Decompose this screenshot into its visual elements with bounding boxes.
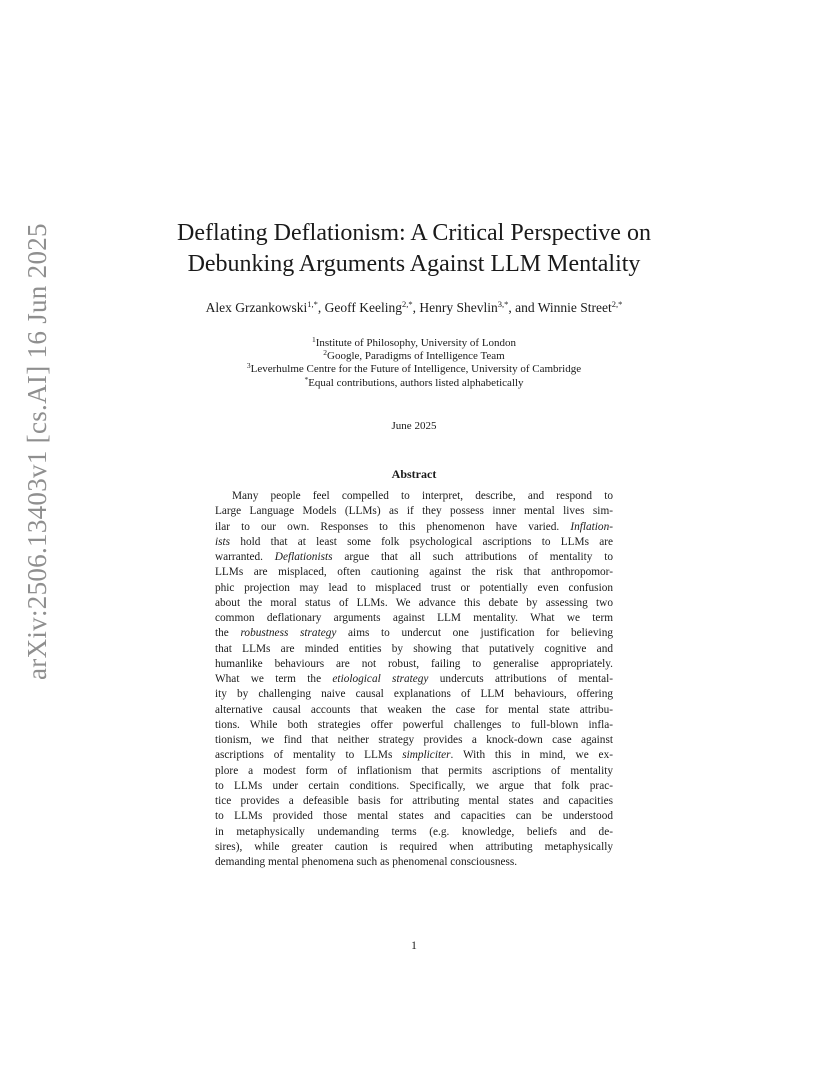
author-name: Alex Grzankowski	[205, 300, 308, 315]
author-affiliation-mark: 1,*	[307, 299, 318, 309]
affiliation-item	[140, 374, 688, 390]
abstract-text: the	[215, 627, 229, 640]
abstract-emphasis: Inflation-	[570, 520, 613, 533]
abstract-line: tice provides a defeasible basis for attributing mental states and capacities	[215, 795, 613, 807]
abstract-emphasis: ists	[215, 535, 231, 548]
abstract-line	[215, 672, 613, 687]
abstract-emphasis: Deflationists	[274, 551, 333, 563]
abstract-text: ascriptions of mentality to LLMs	[215, 749, 393, 762]
author-list	[140, 299, 688, 317]
abstract-line: demanding mental phenomena such as phenomenal consciousness.	[215, 856, 518, 868]
abstract-line: alternative causal accounts that weaken the case for mental state attribu-	[215, 703, 613, 716]
abstract-line: Many people feel compelled to interpret, describe, and respond to	[232, 490, 613, 502]
author-affiliation-mark: 2,*	[401, 299, 413, 309]
affiliation-mark: 3	[246, 361, 251, 371]
author-affiliation-mark: 3,*	[497, 299, 509, 309]
abstract-emphasis: simpliciter	[402, 749, 451, 762]
abstract-text: aims to undercut one justification for believing	[348, 627, 613, 640]
affiliation-list	[140, 337, 688, 390]
affiliation-mark: 1	[311, 335, 316, 344]
abstract-line: tionism, we find that neither strategy provides a knock-down case against	[215, 734, 613, 746]
abstract-line: sires), while greater caution is required when attributing metaphysically	[215, 840, 613, 853]
abstract-text: undercuts attributions of mental-	[439, 673, 614, 685]
paper-title-line-1: Deflating Deflationism: A Critical Perspective on	[177, 220, 651, 246]
abstract-body	[215, 489, 613, 870]
abstract-line	[215, 626, 613, 641]
abstract-line: LLMs are misplaced, often cautioning against the risk that anthropomor-	[215, 566, 613, 579]
affiliation-item	[140, 363, 688, 376]
abstract-text: argue that all such attributions of mentality to	[344, 551, 613, 563]
abstract-line: that LLMs are minded entities by showing that putatively cognitive and	[215, 642, 613, 655]
affiliation-text: Equal contributions, authors listed alphabetically	[308, 376, 524, 389]
abstract-heading: Abstract	[391, 467, 437, 481]
abstract-line: plore a modest form of inflationism that permits ascriptions of mentality	[215, 764, 613, 777]
abstract-line	[215, 550, 613, 565]
paper-title-line-2: Debunking Arguments Against LLM Mentality	[187, 251, 641, 277]
arxiv-identifier-stamp: arXiv:2506.13403v1 [cs.AI] 16 Jun 2025	[22, 223, 52, 680]
publication-date: June 2025	[391, 420, 437, 432]
affiliation-mark: *	[304, 374, 309, 384]
abstract-line: tions. While both strategies offer powerful challenges to full-blown infla-	[215, 718, 613, 731]
author-separator: , and	[508, 300, 538, 315]
abstract-line: about the moral status of LLMs. We advance this debate by assessing two	[215, 596, 613, 609]
author-separator: ,	[412, 300, 420, 315]
abstract-line	[215, 748, 613, 763]
paper-title	[130, 218, 698, 280]
abstract-emphasis: etiological strategy	[332, 673, 429, 685]
abstract-line: ity by challenging naive causal explanations of LLM behaviours, offering	[215, 688, 613, 701]
abstract-line: in metaphysically undemanding terms (e.g. knowledge, beliefs and de-	[215, 825, 613, 838]
abstract-line: to LLMs under certain conditions. Specifically, we argue that folk prac-	[215, 779, 613, 792]
abstract-line: to LLMs provided those mental states and capacities can be understood	[215, 810, 613, 823]
abstract-text: What we term the	[215, 673, 322, 685]
abstract-text: hold that at least some folk psychological ascriptions to LLMs are	[240, 535, 613, 548]
abstract-text: ilar to our own. Responses to this phenomenon have varied.	[215, 520, 560, 533]
author-affiliation-mark: 2,*	[611, 299, 623, 309]
author-name: Geoff Keeling	[324, 300, 402, 315]
abstract-text: . With this in mind, we ex-	[450, 749, 613, 762]
abstract-line	[215, 535, 613, 550]
affiliation-item	[140, 350, 688, 363]
page-number: 1	[411, 940, 417, 952]
affiliation-mark: 2	[323, 348, 327, 358]
abstract-text: warranted.	[215, 551, 263, 563]
abstract-line: humanlike behaviours are not robust, failing to generalise appropriately.	[215, 657, 613, 670]
author-name: Henry Shevlin	[419, 300, 498, 315]
abstract-line: Large Language Models (LLMs) as if they possess inner mental lives sim-	[215, 505, 613, 518]
affiliation-text: Institute of Philosophy, University of London	[315, 337, 517, 349]
abstract-line	[215, 520, 613, 535]
author-separator: ,	[317, 300, 325, 315]
author-name: Winnie Street	[537, 300, 612, 315]
affiliation-text: Google, Paradigms of Intelligence Team	[327, 350, 505, 363]
abstract-line: common deflationary arguments against LLM mentality. What we term	[215, 612, 613, 624]
abstract-emphasis: robustness strategy	[240, 627, 337, 640]
affiliation-item	[140, 337, 688, 350]
abstract-line: phic projection may lead to misplaced trust or potentially even confusion	[215, 581, 613, 594]
affiliation-text: Leverhulme Centre for the Future of Intelligence, University of Cambridge	[250, 363, 582, 376]
